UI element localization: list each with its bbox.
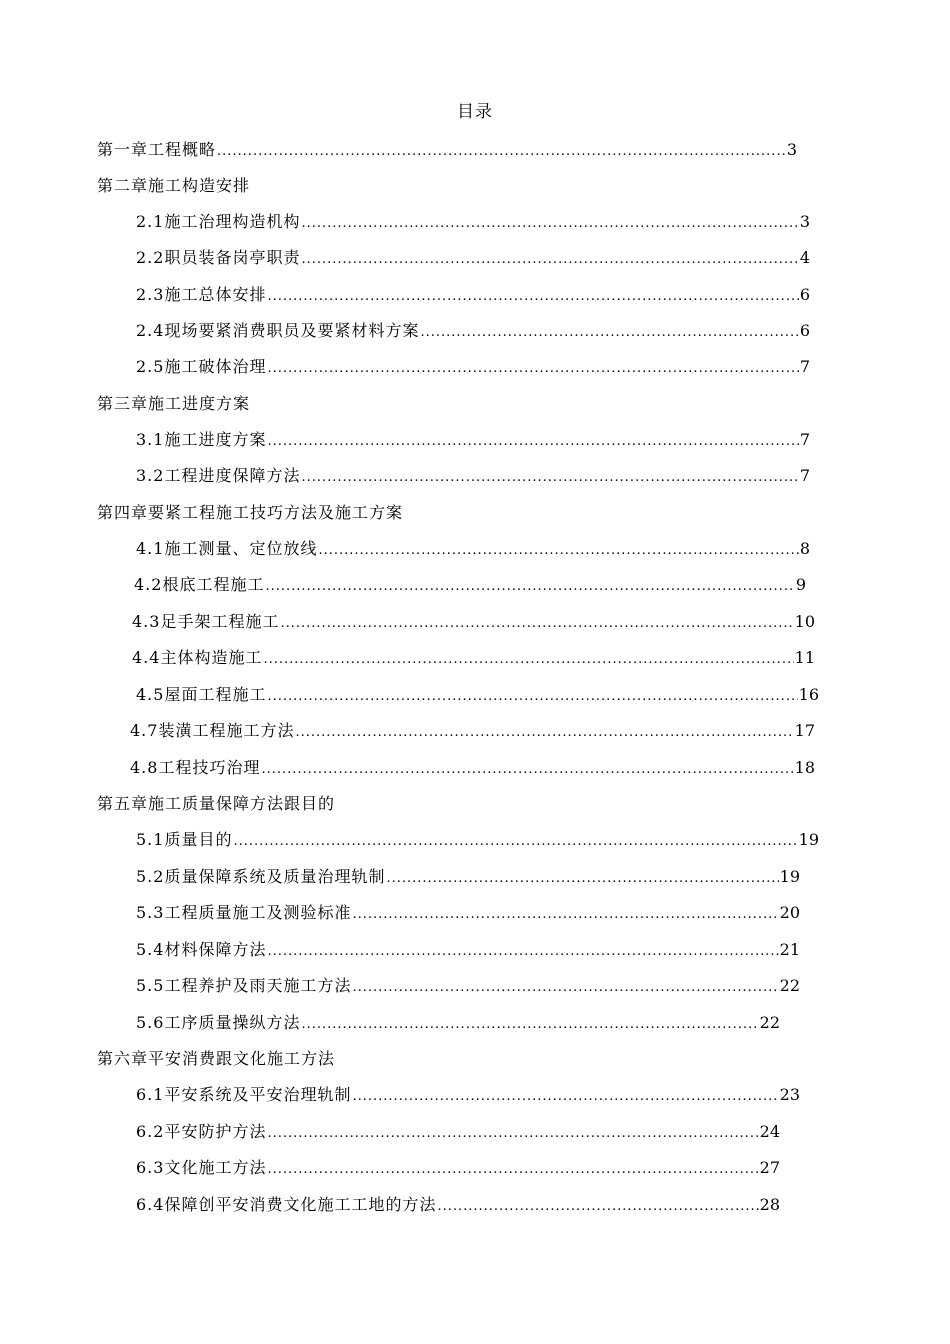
- toc-leader-dots: [267, 286, 798, 308]
- toc-leader-dots: [295, 722, 793, 744]
- toc-page-number: 16: [798, 685, 819, 704]
- toc-entry-text: 4.4主体构造施工: [132, 648, 263, 667]
- toc-leader-dots: [318, 540, 798, 562]
- toc-page-number: 18: [794, 758, 815, 777]
- toc-page-number: 7: [799, 430, 810, 449]
- toc-entry[interactable]: [136, 1012, 780, 1034]
- toc-entry-text: 6.4保障创平安消费文化施工工地的方法: [136, 1195, 437, 1214]
- toc-entry[interactable]: [136, 356, 810, 378]
- toc-entry[interactable]: [136, 939, 800, 961]
- toc-entry[interactable]: [136, 538, 810, 560]
- toc-page-number: 4: [799, 248, 810, 267]
- toc-entry-text: 5.1质量目的: [136, 830, 233, 849]
- toc-entry-text: 4.7装潢工程施工方法: [130, 721, 295, 740]
- toc-leader-dots: [267, 1159, 758, 1181]
- toc-entry[interactable]: [136, 1157, 780, 1179]
- toc-entry-text: 3.2工程进度保障方法: [136, 466, 301, 485]
- toc-entry-text: 5.5工程养护及雨天施工方法: [136, 976, 352, 995]
- toc-entry[interactable]: [132, 647, 815, 669]
- toc-entry-text: 4.1施工测量、定位放线: [136, 539, 318, 558]
- toc-entry-text: 2.1施工治理构造机构: [136, 212, 301, 231]
- toc-entry[interactable]: [136, 211, 810, 233]
- toc-chapter-heading[interactable]: 第四章要紧工程施工技巧方法及施工方案: [97, 503, 404, 522]
- toc-leader-dots: [261, 759, 793, 781]
- toc-entry-text: 3.1施工进度方案: [136, 430, 267, 449]
- toc-page-number: 28: [759, 1195, 780, 1214]
- toc-entry[interactable]: [136, 465, 810, 487]
- toc-entry[interactable]: [136, 684, 819, 706]
- toc-entry-text: 5.3工程质量施工及测验标准: [136, 903, 352, 922]
- toc-entry-text: 6.3文化施工方法: [136, 1158, 267, 1177]
- toc-entry[interactable]: [136, 1121, 780, 1143]
- toc-entry[interactable]: [136, 975, 800, 997]
- toc-entry-text: 4.8工程技巧治理: [130, 758, 261, 777]
- toc-leader-dots: [301, 1014, 758, 1036]
- toc-leader-dots: [301, 213, 798, 235]
- toc-entry[interactable]: [136, 1084, 800, 1106]
- toc-entry[interactable]: [130, 720, 815, 742]
- toc-entry[interactable]: [136, 429, 810, 451]
- toc-page-number: 17: [794, 721, 815, 740]
- toc-leader-dots: [352, 904, 778, 926]
- toc-entry[interactable]: [136, 320, 810, 342]
- toc-page-number: 6: [799, 321, 810, 340]
- toc-entry-text: 4.3足手架工程施工: [132, 612, 280, 631]
- toc-leader-dots: [267, 358, 798, 380]
- toc-entry-text: 5.2质量保障系统及质量治理轨制: [136, 867, 386, 886]
- toc-title: 目录: [457, 102, 493, 122]
- toc-entry[interactable]: [132, 611, 815, 633]
- toc-entry-text: 6.1平安系统及平安治理轨制: [136, 1085, 352, 1104]
- toc-entry-text: 4.2根底工程施工: [134, 575, 265, 594]
- toc-entry[interactable]: [136, 829, 819, 851]
- toc-entry[interactable]: [136, 284, 810, 306]
- toc-entry[interactable]: [134, 574, 806, 596]
- toc-page-number: 3: [786, 140, 797, 159]
- toc-leader-dots: [217, 141, 786, 163]
- toc-page-number: 22: [779, 976, 800, 995]
- toc-leader-dots: [267, 1123, 758, 1145]
- toc-page-number: 8: [799, 539, 810, 558]
- toc-page-number: 23: [779, 1085, 800, 1104]
- toc-leader-dots: [267, 431, 798, 453]
- toc-leader-dots: [301, 467, 798, 489]
- toc-leader-dots: [263, 649, 793, 671]
- toc-entry[interactable]: [136, 1194, 780, 1216]
- toc-page-number: 20: [779, 903, 800, 922]
- toc-page-number: 7: [799, 466, 810, 485]
- toc-leader-dots: [280, 613, 793, 635]
- toc-entry-text: 2.2职员装备岗亭职责: [136, 248, 301, 267]
- toc-page-number: 19: [798, 830, 819, 849]
- toc-chapter-heading[interactable]: 第六章平安消费跟文化施工方法: [97, 1049, 336, 1068]
- toc-leader-dots: [352, 1086, 778, 1108]
- toc-entry[interactable]: [136, 866, 800, 888]
- toc-leader-dots: [437, 1196, 758, 1218]
- toc-leader-dots: [420, 322, 798, 344]
- toc-page-number: 22: [759, 1013, 780, 1032]
- toc-leader-dots: [301, 249, 798, 271]
- toc-page-number: 6: [799, 285, 810, 304]
- toc-page-number: 3: [799, 212, 810, 231]
- toc-entry-text: 2.3施工总体安排: [136, 285, 267, 304]
- toc-entry-text: 5.4材料保障方法: [136, 940, 267, 959]
- toc-leader-dots: [352, 977, 778, 999]
- toc-entry-text: 5.6工序质量操纵方法: [136, 1013, 301, 1032]
- toc-entry-text: 2.4现场要紧消费职员及要紧材料方案: [136, 321, 420, 340]
- toc-entry-text: 4.5屋面工程施工: [136, 685, 267, 704]
- toc-leader-dots: [267, 686, 797, 708]
- toc-entry-text: 6.2平安防护方法: [136, 1122, 267, 1141]
- toc-chapter-heading[interactable]: 第五章施工质量保障方法跟目的: [97, 794, 336, 813]
- toc-page-number: 11: [794, 648, 815, 667]
- toc-page-number: 9: [795, 575, 806, 594]
- toc-page-number: 24: [759, 1122, 780, 1141]
- toc-chapter-heading[interactable]: 第三章施工进度方案: [97, 394, 251, 413]
- toc-page-number: 10: [794, 612, 815, 631]
- toc-page-number: 27: [759, 1158, 780, 1177]
- toc-leader-dots: [386, 868, 778, 890]
- toc-entry[interactable]: [97, 139, 797, 161]
- toc-entry[interactable]: [136, 902, 800, 924]
- toc-leader-dots: [265, 576, 794, 598]
- toc-entry-text: 2.5施工破体治理: [136, 357, 267, 376]
- toc-entry[interactable]: [130, 757, 815, 779]
- toc-leader-dots: [267, 941, 778, 963]
- toc-chapter-heading[interactable]: 第二章施工构造安排: [97, 176, 251, 195]
- toc-page-number: 7: [799, 357, 810, 376]
- toc-entry[interactable]: [136, 247, 810, 269]
- toc-leader-dots: [233, 831, 797, 853]
- toc-entry-text: 第一章工程概略: [97, 140, 217, 159]
- toc-page-number: 19: [779, 867, 800, 886]
- toc-page-number: 21: [779, 940, 800, 959]
